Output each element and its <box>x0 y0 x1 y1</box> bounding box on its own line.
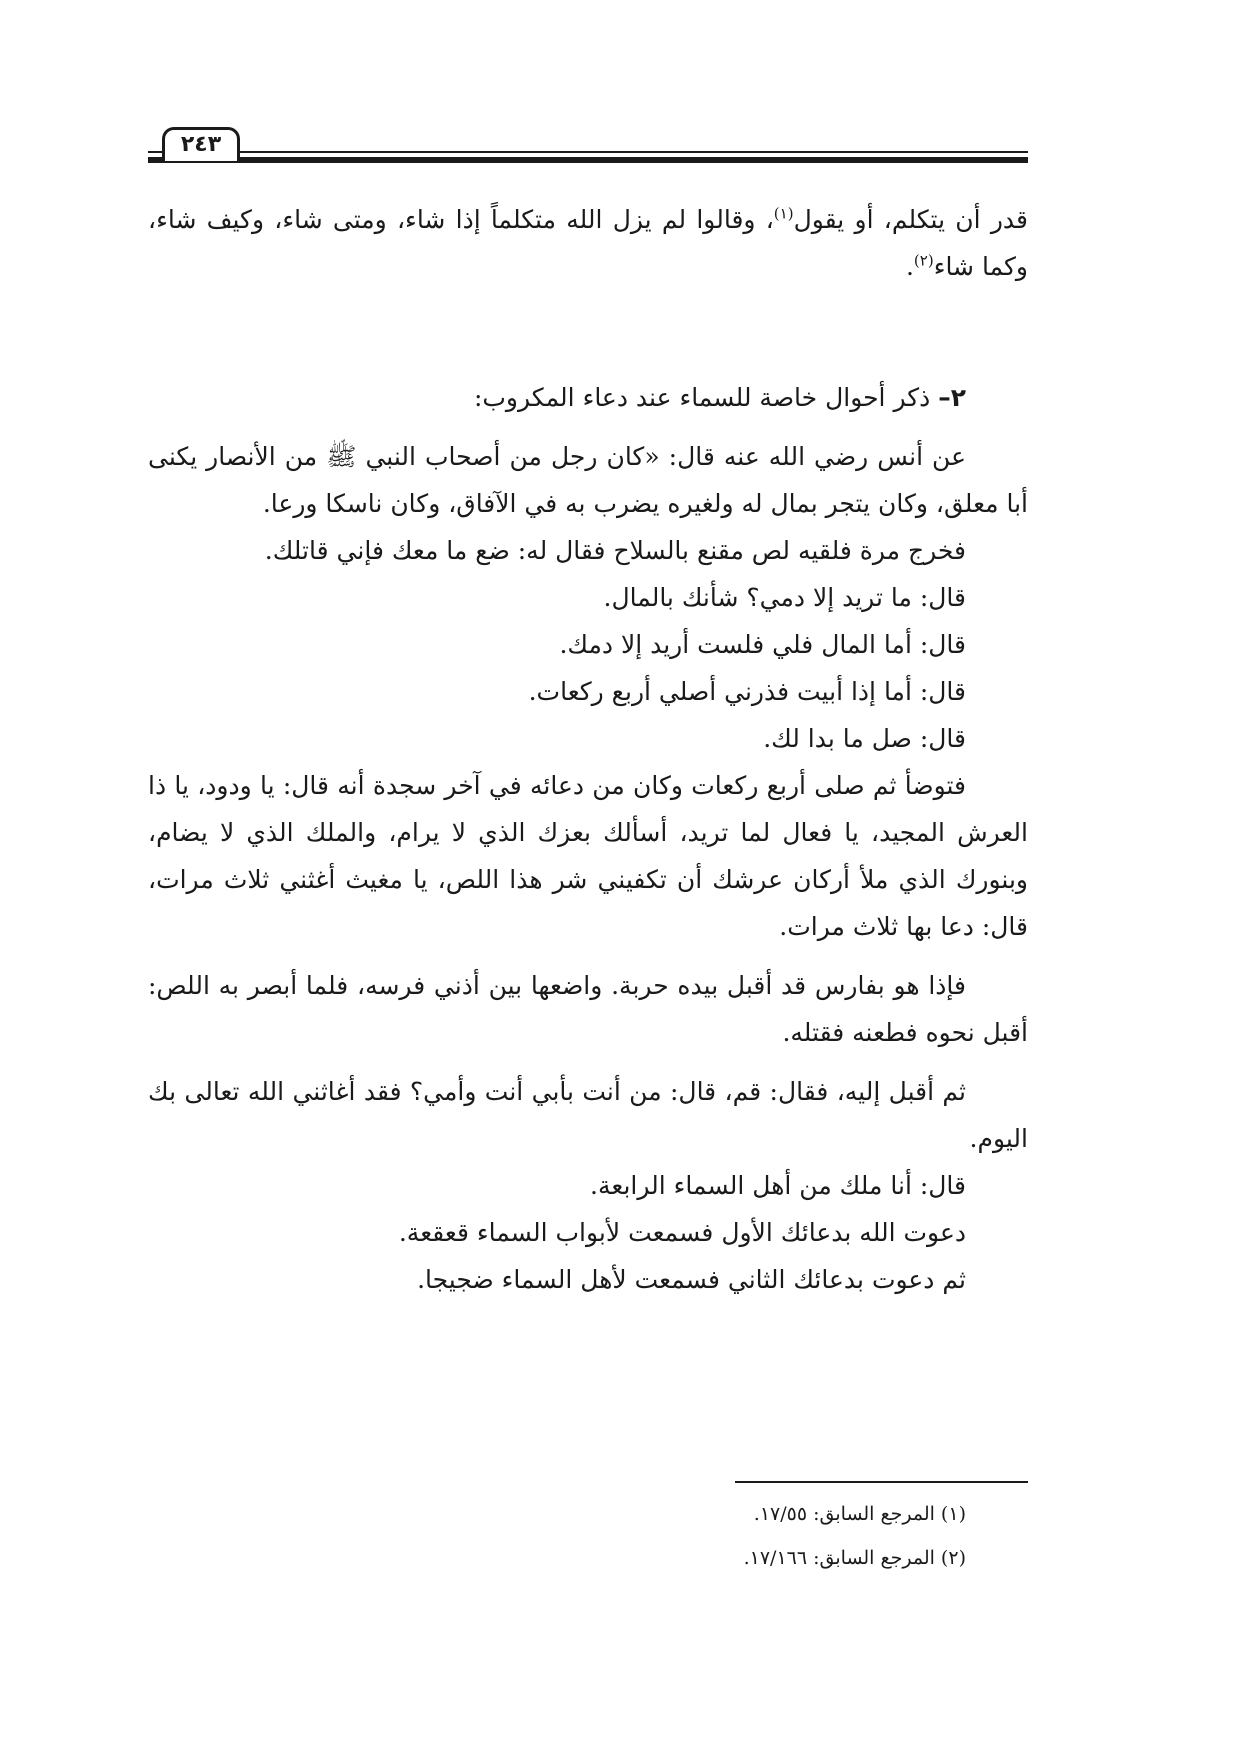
paragraph-hadith-intro: عن أنس رضي الله عنه قال: «كان رجل من أصحاب النبي ﷺ من الأنصار يكنى أبا معلق، وكان يتجر بمال له ولغيره يضرب به في الآفاق، وكان ناسكا ورعا. <box>148 442 1028 518</box>
footnote-1: (١) المرجع السابق: ١٧/٥٥. <box>753 1503 966 1525</box>
page-number: ٢٤٣ <box>162 127 240 161</box>
section-title: ذكر أحوال خاصة للسماء عند دعاء المكروب: <box>473 383 939 412</box>
footnote-separator <box>735 1481 1028 1483</box>
paragraph-line: قال: أما إذا أبيت فذرني أصلي أربع ركعات. <box>528 677 966 706</box>
paragraph-line: قال: أنا ملك من أهل السماء الرابعة. <box>590 1171 966 1200</box>
paragraph-line: ثم دعوت بدعائك الثاني فسمعت لأهل السماء ضجيجا. <box>417 1265 966 1294</box>
paragraph-line: قال: ما تريد إلا دمي؟ شأنك بالمال. <box>603 583 966 612</box>
section-number: ٢– <box>938 383 966 412</box>
footnotes <box>148 1492 1028 1580</box>
paragraph-line: دعوت الله بدعائك الأول فسمعت لأبواب السماء قعقعة. <box>398 1218 966 1247</box>
footnote-ref-2[interactable]: (٢) <box>913 251 934 270</box>
paragraph-intro: قدر أن يتكلم، أو يقول$^{(١)}$، وقالوا لم يزل الله متكلماً إذا شاء، ومتى شاء، وكيف شاء، وكما شاء$^{(٢)}$. <box>148 204 1028 281</box>
header-rule-thin <box>148 151 1028 153</box>
footnote-2: (٢) المرجع السابق: ١٧/١٦٦. <box>743 1547 966 1569</box>
paragraph-line: فخرج مرة فلقيه لص مقنع بالسلاح فقال له: ضع ما معك فإني قاتلك. <box>264 536 966 565</box>
paragraph-supplication: فتوضأ ثم صلى أربع ركعات وكان من دعائه في آخر سجدة أنه قال: يا ودود، يا ذا العرش المجيد، يا فعال لما تريد، أسألك بعزك الذي لا يرام، والملك الذي لا يضام، وبنورك الذي ملأ أركان عرشك أن تكفيني شر هذا اللص، يا مغيث أغثني ثلاث مرات، قال: دعا بها ثلاث مرات. <box>148 771 1028 941</box>
paragraph-line: قال: صل ما بدا لك. <box>763 724 966 753</box>
paragraph-line: ثم أقبل إليه، فقال: قم، قال: من أنت بأبي أنت وأمي؟ فقد أغاثني الله تعالى بك اليوم. <box>148 1077 1028 1153</box>
section-heading <box>148 374 1028 421</box>
header-rule-thick <box>148 157 1028 163</box>
body-text <box>148 196 1028 1303</box>
footnote-ref-1[interactable]: (١) <box>773 204 794 223</box>
paragraph-rider: فإذا هو بفارس قد أقبل بيده حربة. واضعها بين أذني فرسه، فلما أبصر به اللص: أقبل نحوه فطعنه فقتله. <box>148 971 1028 1047</box>
paragraph-line: قال: أما المال فلي فلست أريد إلا دمك. <box>559 630 966 659</box>
